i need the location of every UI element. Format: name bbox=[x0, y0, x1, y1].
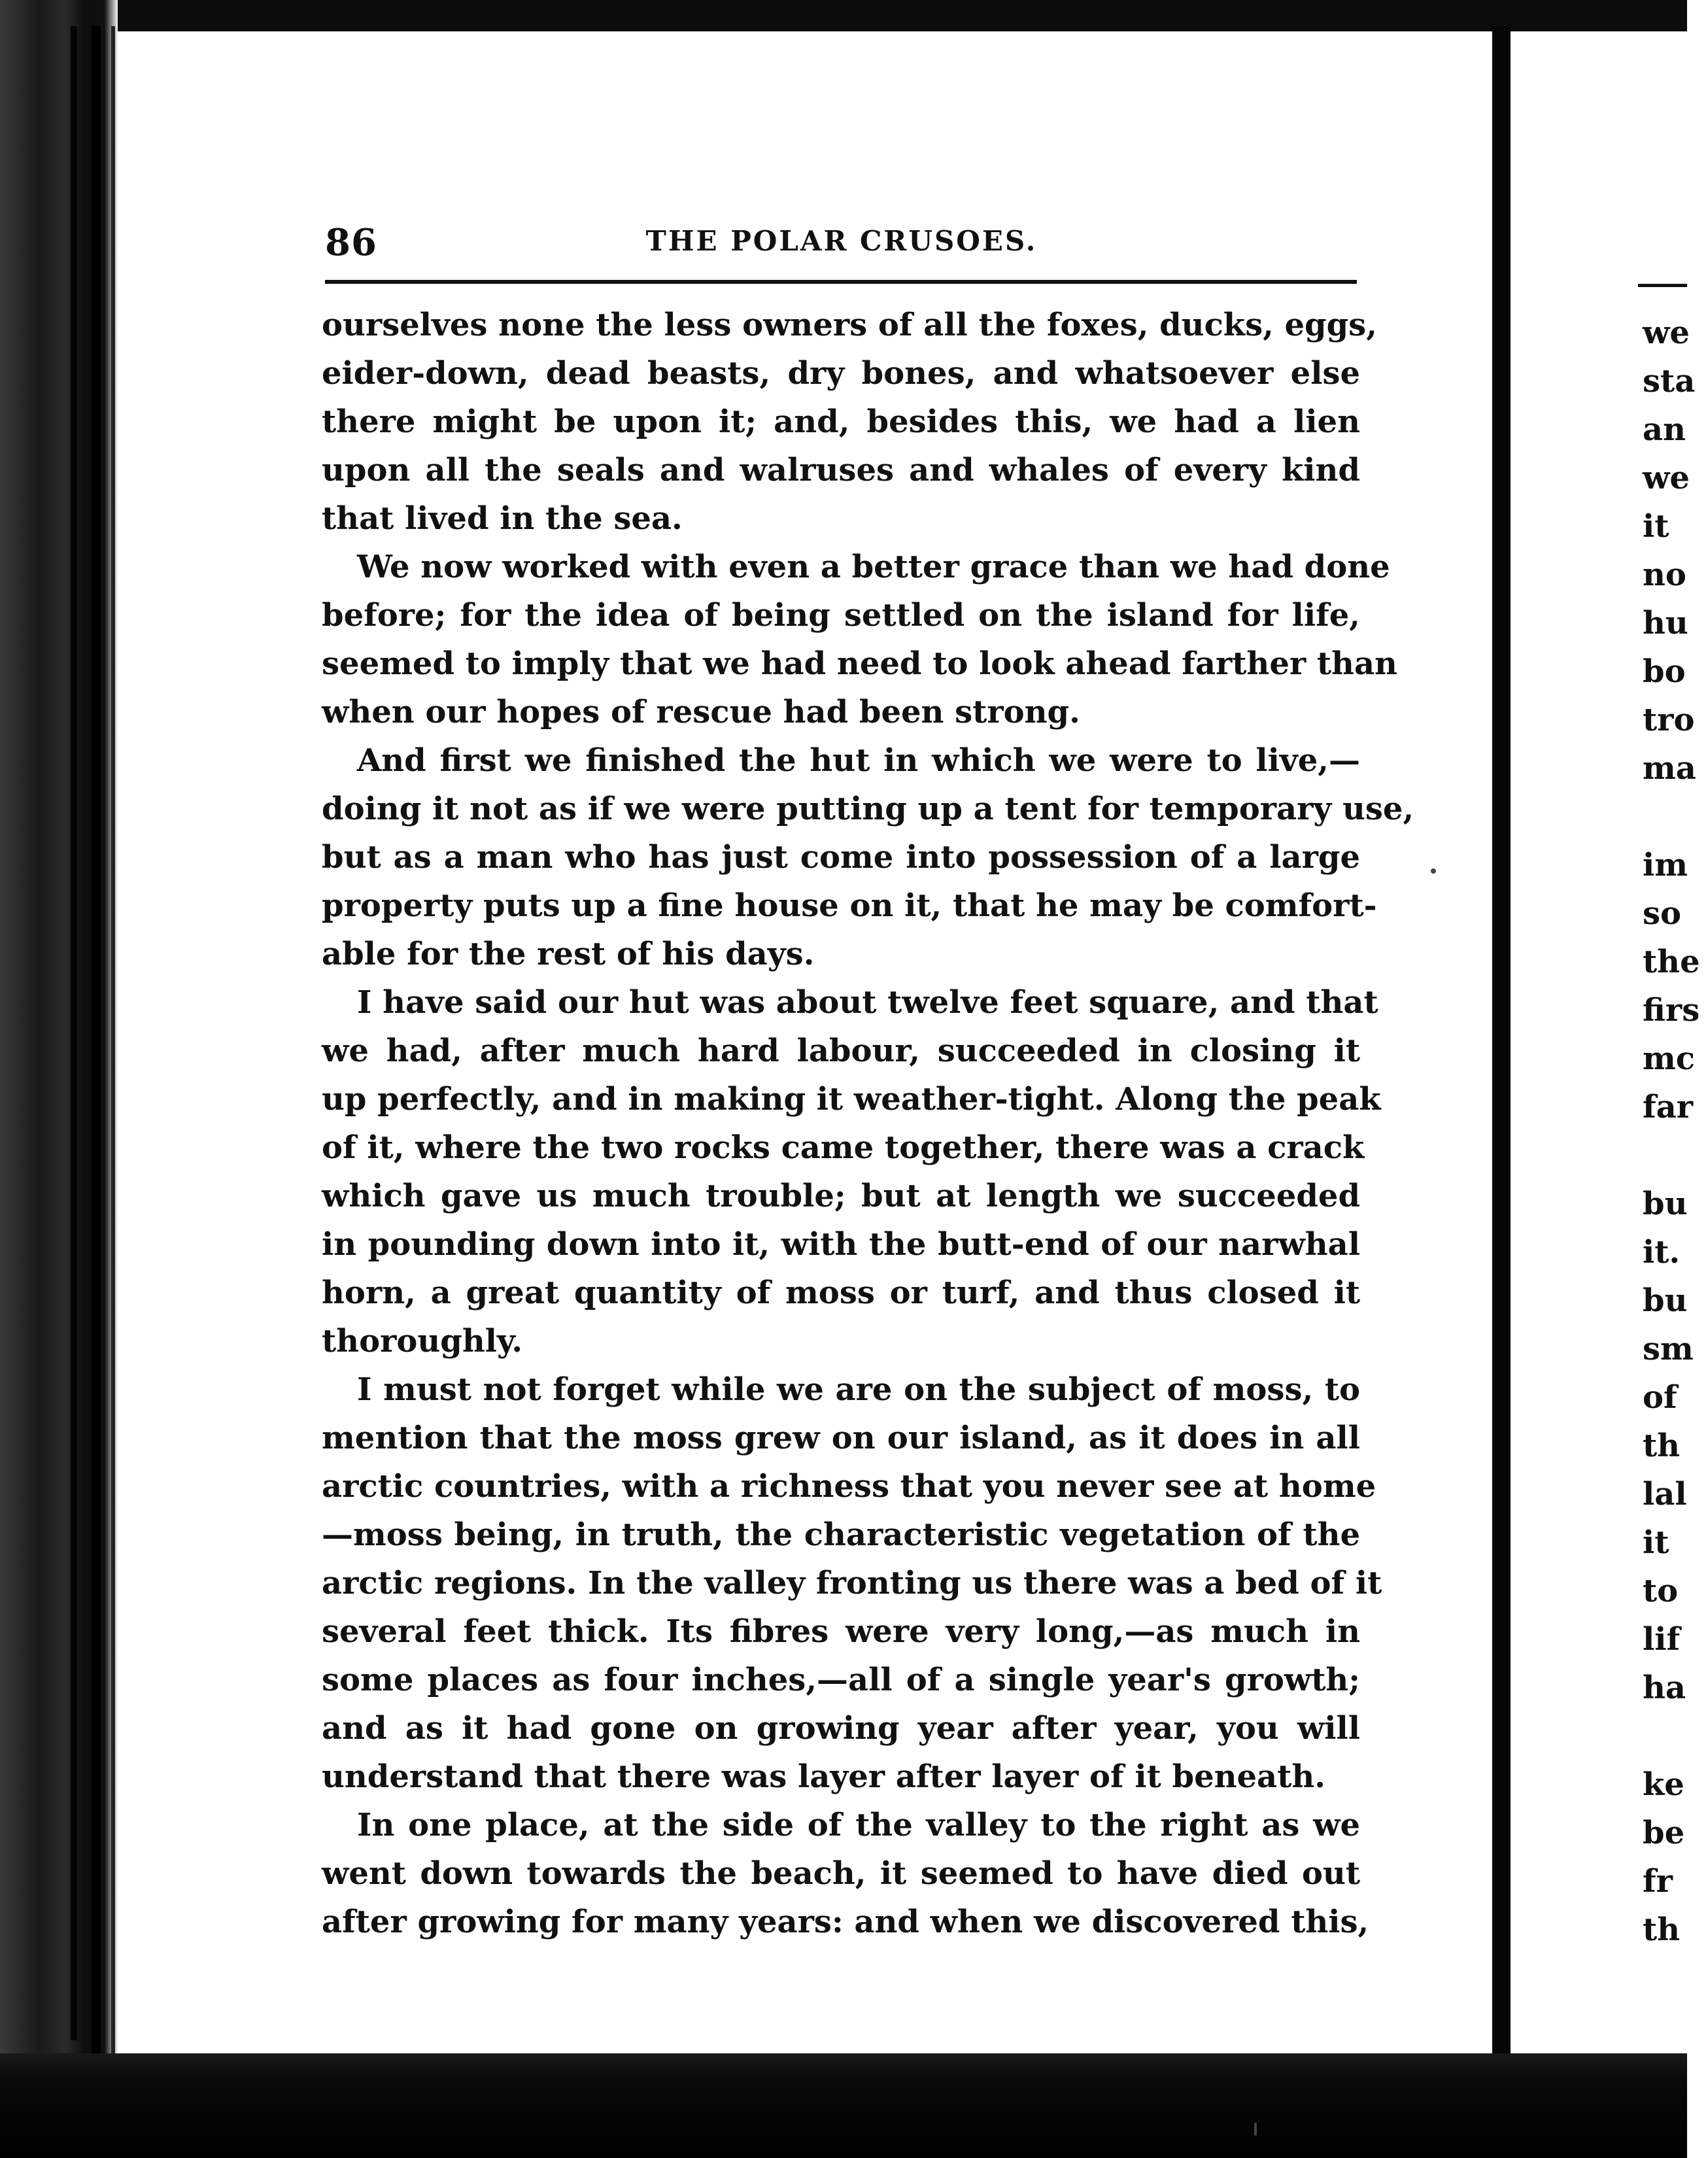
right-page-text-line: mc bbox=[1643, 1040, 1696, 1077]
right-page-text-line: ke bbox=[1643, 1766, 1684, 1803]
right-page-text-line: sta bbox=[1643, 363, 1696, 400]
right-page-text-line: sm bbox=[1643, 1331, 1694, 1367]
right-page-text-line: be bbox=[1643, 1815, 1685, 1851]
right-page-text-line: tro bbox=[1643, 702, 1695, 738]
right-page-text-line bbox=[1643, 793, 1708, 841]
text-line: In one place, at the side of the valley to the right as we bbox=[357, 1807, 1360, 1843]
text-line: before; for the idea of being settled on the island for life, bbox=[322, 597, 1360, 634]
right-page-text-line: im bbox=[1643, 847, 1688, 883]
text-line: several feet thick. Its fibres were very long,—as much in bbox=[322, 1613, 1360, 1650]
text-line: doing it not as if we were putting up a tent for temporary use, bbox=[322, 791, 1414, 827]
right-page-text-line: fr bbox=[1643, 1863, 1673, 1900]
text-line: property puts up a fine house on it, that he may be comfort- bbox=[322, 887, 1377, 924]
right-page-text-line: it bbox=[1643, 508, 1669, 545]
right-page-text-line: firs bbox=[1643, 992, 1700, 1029]
text-line: I must not forget while we are on the subject of moss, to bbox=[357, 1371, 1360, 1408]
right-page-text-line: bo bbox=[1643, 653, 1686, 690]
right-page-text-line: th bbox=[1643, 1428, 1681, 1464]
right-page-text-line: hu bbox=[1643, 605, 1688, 642]
text-line: we had, after much hard labour, succeeded in closing it bbox=[322, 1033, 1360, 1069]
right-page-text-line: it bbox=[1643, 1524, 1669, 1561]
right-page-text-line: of bbox=[1643, 1379, 1677, 1416]
text-line: and as it had gone on growing year after year, you will bbox=[322, 1710, 1360, 1747]
right-page-text-line: th bbox=[1643, 1911, 1681, 1948]
text-line: which gave us much trouble; but at length we succeeded bbox=[322, 1178, 1360, 1214]
text-line: but as a man who has just come into possession of a large bbox=[322, 839, 1360, 876]
text-line: understand that there was layer after layer of it beneath. bbox=[322, 1758, 1325, 1795]
right-page-text-line bbox=[1643, 1131, 1708, 1180]
text-line: some places as four inches,—all of a single year's growth; bbox=[322, 1662, 1360, 1698]
right-page-header-rule bbox=[1638, 284, 1687, 287]
right-page-text-line: bu bbox=[1643, 1282, 1688, 1319]
right-page-text-line: far bbox=[1643, 1089, 1694, 1125]
scan-bottom-edge bbox=[0, 2053, 1687, 2158]
text-line: upon all the seals and walruses and whales of every kind bbox=[322, 452, 1360, 488]
text-line: of it, where the two rocks came together, there was a crack bbox=[322, 1129, 1365, 1166]
right-page-text-line bbox=[1643, 1712, 1708, 1760]
body-text bbox=[322, 301, 1414, 1946]
page-gutter bbox=[1492, 26, 1511, 2066]
text-line: eider-down, dead beasts, dry bones, and whatsoever else bbox=[322, 355, 1360, 392]
right-page-text-line: we bbox=[1643, 460, 1690, 496]
right-page-text-line: to bbox=[1643, 1573, 1679, 1609]
text-line: mention that the moss grew on our island, as it does in all bbox=[322, 1420, 1360, 1456]
running-head bbox=[325, 221, 1358, 267]
text-line: —moss being, in truth, the characteristic vegetation of the bbox=[322, 1516, 1360, 1553]
right-page-text-line: so bbox=[1643, 895, 1682, 932]
right-page-text-line: bu bbox=[1643, 1186, 1688, 1222]
text-line: I have said our hut was about twelve feet square, and that bbox=[357, 984, 1378, 1021]
right-page-text-line: an bbox=[1643, 411, 1686, 448]
text-line: able for the rest of his days. bbox=[322, 936, 815, 972]
text-line: in pounding down into it, with the butt-end of our narwhal bbox=[322, 1226, 1360, 1263]
right-page-text-line: ma bbox=[1643, 750, 1696, 787]
text-line: arctic countries, with a richness that you never see at home bbox=[322, 1468, 1376, 1505]
binding-shadow bbox=[111, 26, 115, 2073]
text-line: went down towards the beach, it seemed to have died out bbox=[322, 1855, 1360, 1892]
text-line: thoroughly. bbox=[322, 1323, 523, 1360]
scan-top-edge bbox=[0, 0, 1687, 31]
right-page-text-line: lif bbox=[1643, 1621, 1681, 1658]
right-page-text-line: lal bbox=[1643, 1476, 1687, 1513]
scan-speck bbox=[1431, 868, 1436, 874]
text-line: when our hopes of rescue had been strong. bbox=[322, 694, 1080, 730]
right-page-text-fragment bbox=[1643, 309, 1708, 1954]
text-line: arctic regions. In the valley fronting us there was a bed of it bbox=[322, 1565, 1382, 1601]
header-rule bbox=[325, 280, 1357, 284]
text-line: seemed to imply that we had need to look ahead farther than bbox=[322, 645, 1397, 682]
scan-speck bbox=[1254, 2123, 1257, 2136]
text-line: And first we finished the hut in which we were to live,— bbox=[357, 742, 1360, 779]
text-line: We now worked with even a better grace than we had done bbox=[357, 549, 1390, 585]
text-line: ourselves none the less owners of all the foxes, ducks, eggs, bbox=[322, 307, 1377, 343]
right-page-text-line: we bbox=[1643, 315, 1690, 351]
page-number: 86 bbox=[325, 221, 377, 264]
text-line: after growing for many years: and when we discovered this, bbox=[322, 1904, 1369, 1940]
text-line: that lived in the sea. bbox=[322, 500, 683, 537]
right-page-text-line: no bbox=[1643, 557, 1686, 593]
binding-shadow bbox=[71, 26, 77, 2040]
running-title: THE POLAR CRUSOES. bbox=[645, 225, 1038, 257]
text-line: up perfectly, and in making it weather-tight. Along the peak bbox=[322, 1081, 1381, 1118]
right-page-text-line: it. bbox=[1643, 1234, 1681, 1271]
binding-shadow bbox=[92, 26, 101, 2073]
right-page-text-line: ha bbox=[1643, 1670, 1686, 1706]
text-line: horn, a great quantity of moss or turf, and thus closed it bbox=[322, 1275, 1360, 1311]
right-page-text-line: the bbox=[1643, 944, 1700, 980]
text-line: there might be upon it; and, besides this, we had a lien bbox=[322, 403, 1360, 440]
